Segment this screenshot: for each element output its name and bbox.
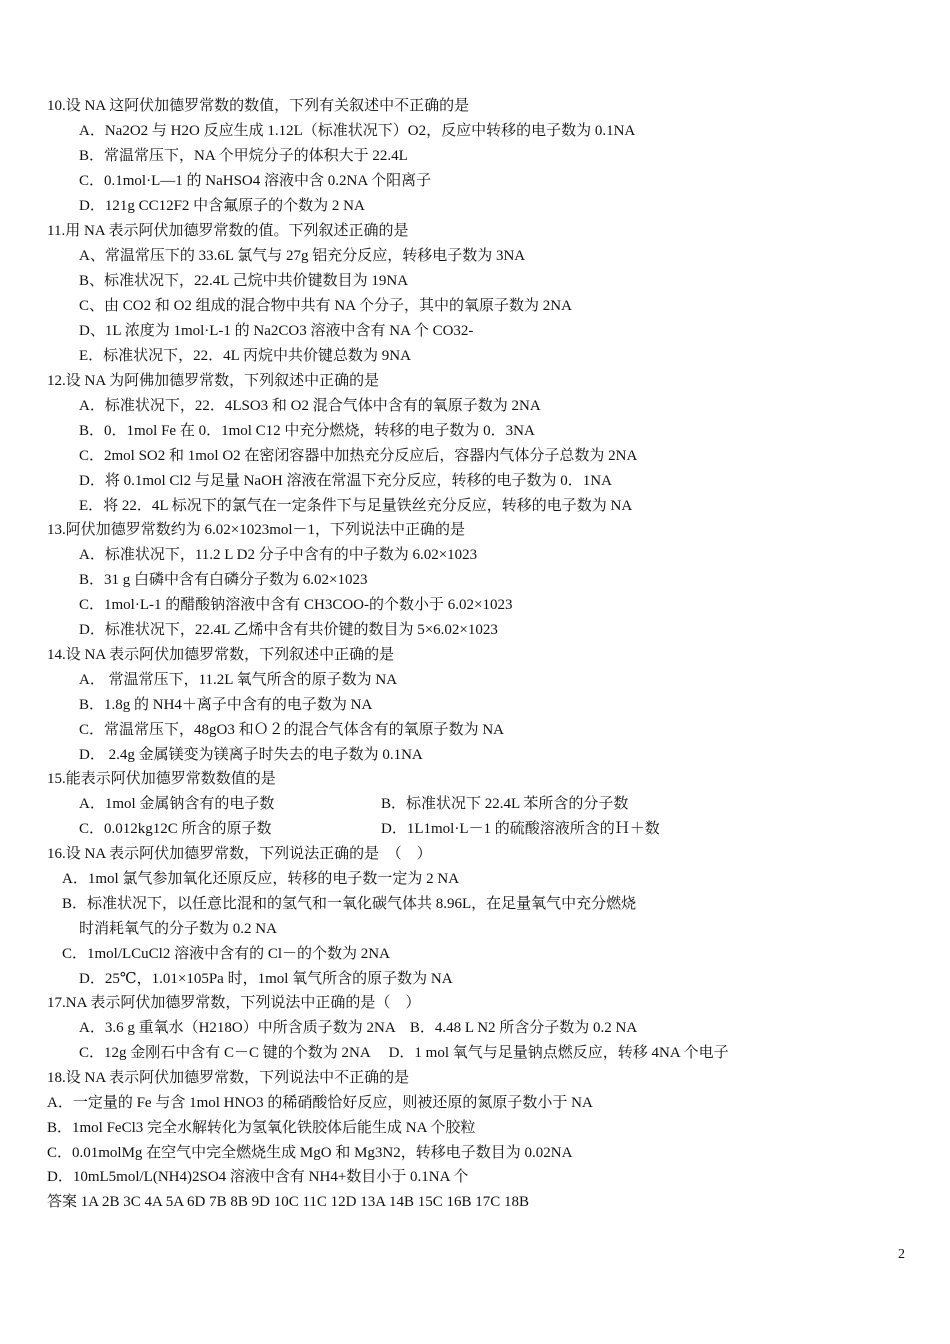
question-16-stem: 16.设 NA 表示阿伏加德罗常数，下列说法正确的是 （ ） — [47, 846, 432, 862]
q12-option-a: A．标准状况下，22．4LSO3 和 O2 混合气体中含有的氧原子数为 2NA — [79, 398, 541, 414]
q13-option-a: A．标准状况下，11.2 L D2 分子中含有的中子数为 6.02×1023 — [79, 547, 478, 563]
q18-option-c: C．0.01molMg 在空气中完全燃烧生成 MgO 和 Mg3N2，转移电子数目为 0.02NA — [47, 1145, 573, 1161]
q16-option-a: A．1mol 氯气参加氧化还原反应，转移的电子数一定为 2 NA — [62, 871, 460, 887]
q10-option-a: A．Na2O2 与 H2O 反应生成 1.12L（标准状况下）O2，反应中转移的电子数为 0.1NA — [79, 123, 636, 139]
q16-option-c: C．1mol/LCuCl2 溶液中含有的 Cl－的个数为 2NA — [62, 946, 390, 962]
answer-key: 答案 1A 2B 3C 4A 5A 6D 7B 8B 9D 10C 11C 12D 13A 14B 15C 16B 17C 18B — [47, 1194, 530, 1210]
q15-option-a: A．1mol 金属钠含有的电子数 — [79, 796, 275, 812]
q10-option-c: C．0.1mol·L—1 的 NaHSO4 溶液中含 0.2NA 个阳离子 — [79, 173, 432, 189]
question-18-stem: 18.设 NA 表示阿伏加德罗常数，下列说法中不正确的是 — [47, 1070, 410, 1086]
q15-option-b: B．标准状况下 22.4L 苯所含的分子数 — [381, 796, 629, 812]
question-12-stem: 12.设 NA 为阿佛加德罗常数，下列叙述中正确的是 — [47, 373, 380, 389]
q14-option-c: C．常温常压下，48gO3 和Ｏ２的混合气体含有的氧原子数为 NA — [79, 722, 505, 738]
q10-option-b: B．常温常压下，NA 个甲烷分子的体积大于 22.4L — [79, 148, 408, 164]
q11-option-a: A、常温常压下的 33.6L 氯气与 27g 铝充分反应，转移电子数为 3NA — [79, 248, 526, 264]
q15-option-c: C．0.012kg12C 所含的原子数 — [79, 821, 272, 837]
q11-option-d: D、1L 浓度为 1mol·L-1 的 Na2CO3 溶液中含有 NA 个 CO32- — [79, 323, 474, 339]
q12-option-c: C．2mol SO2 和 1mol O2 在密闭容器中加热充分反应后，容器内气体分子总数为 2NA — [79, 448, 638, 464]
q17-options-ab: A．3.6 g 重氧水（H218O）中所含质子数为 2NA B．4.48 L N2 所含分子数为 0.2 NA — [79, 1020, 638, 1036]
q12-option-e: E．将 22．4L 标况下的氯气在一定条件下与足量铁丝充分反应，转移的电子数为 NA — [79, 498, 633, 514]
q14-option-b: B．1.8g 的 NH4＋离子中含有的电子数为 NA — [79, 697, 373, 713]
page-number: 2 — [898, 1247, 905, 1262]
question-13-stem: 13.阿伏加德罗常数约为 6.02×1023mol－1，下列说法中正确的是 — [47, 522, 466, 538]
q15-option-d: D．1L1mol·L－1 的硫酸溶液所含的Ｈ＋数 — [381, 821, 660, 837]
q17-options-cd: C．12g 金刚石中含有 C－C 键的个数为 2NA D．1 mol 氧气与足量钠点燃反应，转移 4NA 个电子 — [79, 1045, 729, 1061]
q10-option-d: D．121g CC12F2 中含氟原子的个数为 2 NA — [79, 198, 365, 214]
q11-option-e: E．标准状况下，22．4L 丙烷中共价键总数为 9NA — [79, 348, 411, 364]
question-11-stem: 11.用 NA 表示阿伏加德罗常数的值。下列叙述正确的是 — [47, 223, 409, 239]
q14-option-d: D． 2.4g 金属镁变为镁离子时失去的电子数为 0.1NA — [79, 747, 423, 763]
q18-option-a: A．一定量的 Fe 与含 1mol HNO3 的稀硝酸恰好反应，则被还原的氮原子数小于 NA — [47, 1095, 593, 1111]
q12-option-d: D．将 0.1mol Cl2 与足量 NaOH 溶液在常温下充分反应，转移的电子数为 0．1NA — [79, 473, 612, 489]
question-15-stem: 15.能表示阿伏加德罗常数数值的是 — [47, 771, 276, 787]
q14-option-a: A． 常温常压下，11.2L 氧气所含的原子数为 NA — [79, 672, 398, 688]
q16-option-d: D．25℃，1.01×105Pa 时，1mol 氧气所含的原子数为 NA — [79, 971, 453, 987]
q18-option-d: D．10mL5mol/L(NH4)2SO4 溶液中含有 NH4+数目小于 0.1NA 个 — [47, 1169, 469, 1185]
q13-option-c: C．1mol·L-1 的醋酸钠溶液中含有 CH3COO-的个数小于 6.02×1023 — [79, 597, 513, 613]
q13-option-d: D．标准状况下，22.4L 乙烯中含有共价键的数目为 5×6.02×1023 — [79, 622, 498, 638]
q12-option-b: B．0．1mol Fe 在 0．1mol C12 中充分燃烧，转移的电子数为 0．3NA — [79, 423, 535, 439]
q11-option-c: C、由 CO2 和 O2 组成的混合物中共有 NA 个分子，其中的氧原子数为 2NA — [79, 298, 572, 314]
q13-option-b: B．31 g 白磷中含有白磷分子数为 6.02×1023 — [79, 572, 368, 588]
question-10-stem: 10.设 NA 这阿伏加德罗常数的数值，下列有关叙述中不正确的是 — [47, 98, 470, 114]
question-17-stem: 17.NA 表示阿伏加德罗常数，下列说法中正确的是（ ） — [47, 995, 421, 1011]
q16-option-b-continued: 时消耗氧气的分子数为 0.2 NA — [79, 921, 277, 937]
q16-option-b: B．标准状况下，以任意比混和的氢气和一氧化碳气体共 8.96L，在足量氧气中充分燃烧 — [62, 896, 637, 912]
question-14-stem: 14.设 NA 表示阿伏加德罗常数，下列叙述中正确的是 — [47, 647, 395, 663]
q11-option-b: B、标准状况下，22.4L 己烷中共价键数目为 19NA — [79, 273, 409, 289]
q18-option-b: B．1mol FeCl3 完全水解转化为氢氧化铁胶体后能生成 NA 个胶粒 — [47, 1120, 476, 1136]
